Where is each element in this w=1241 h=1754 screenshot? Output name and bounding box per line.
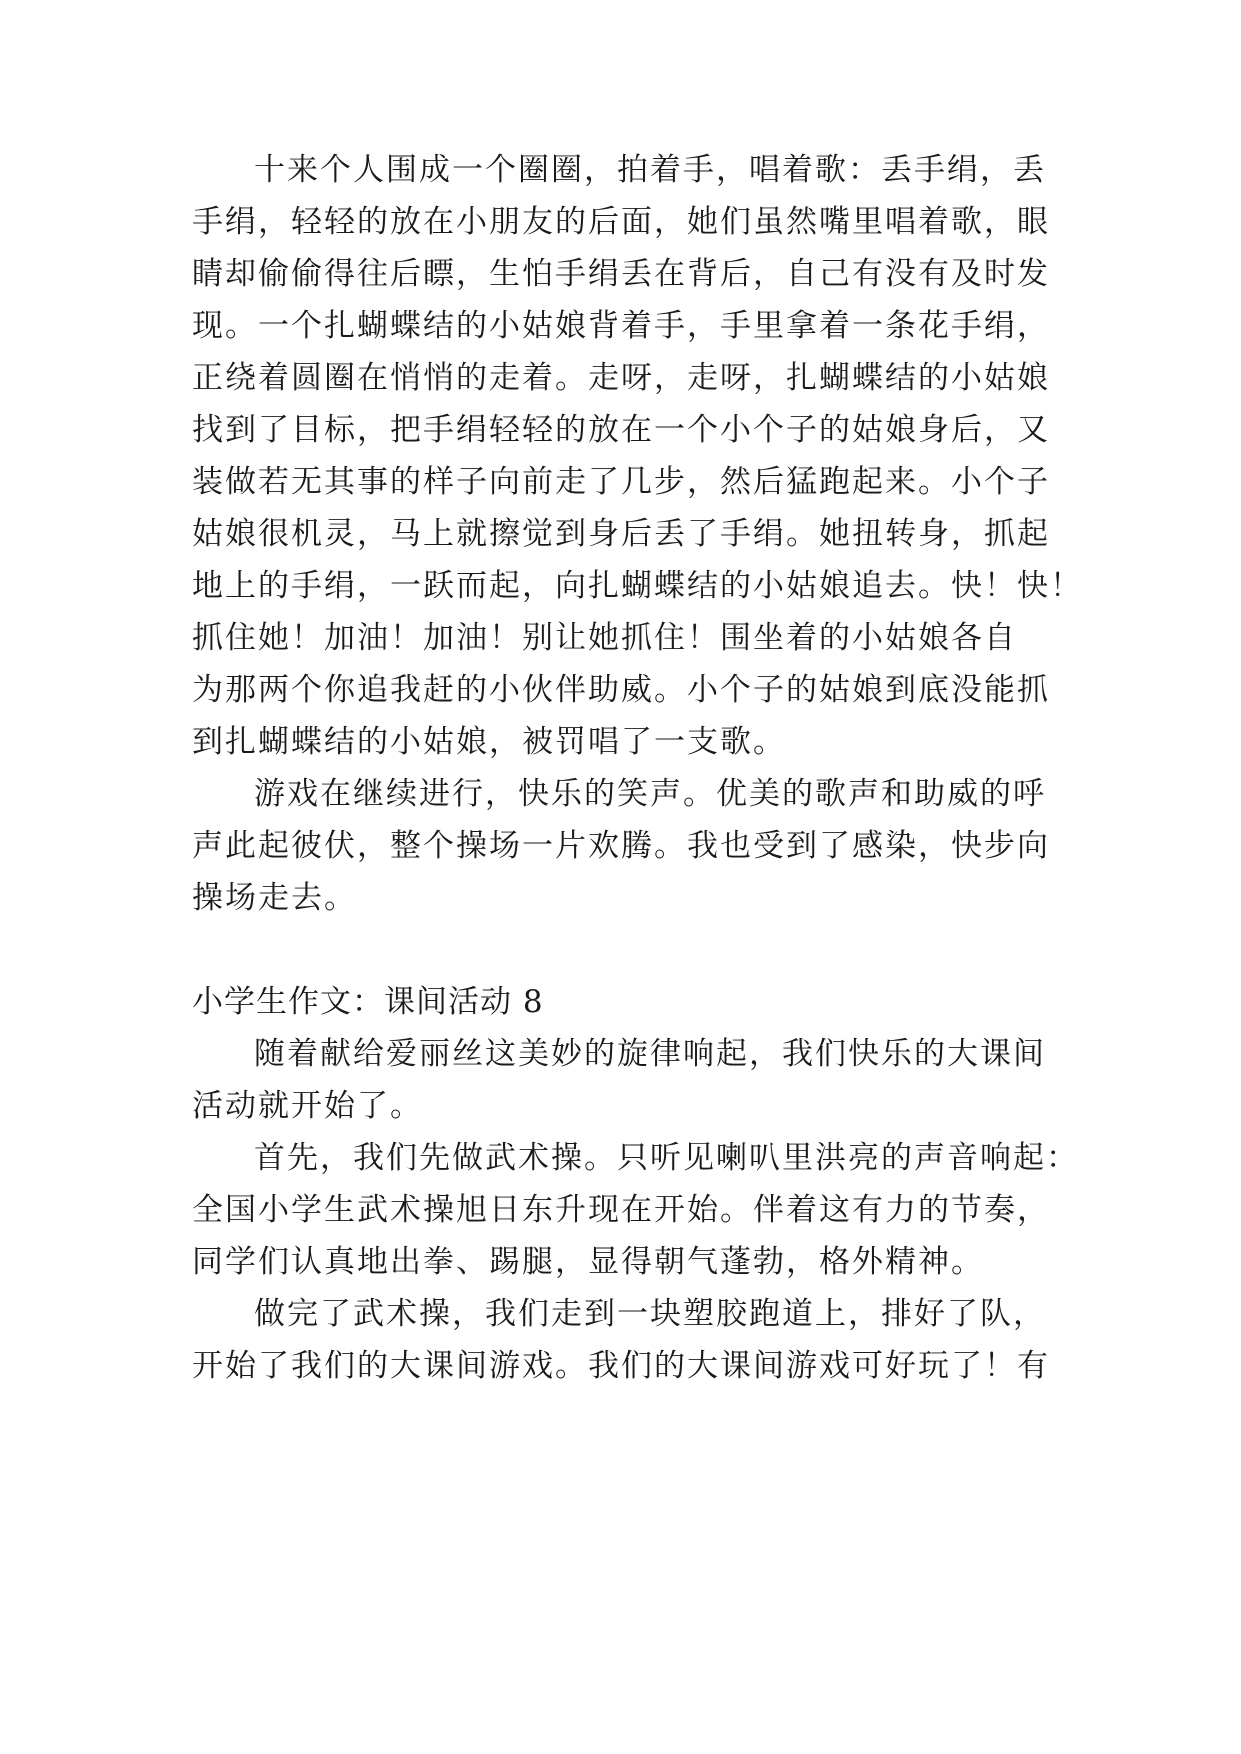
paragraph-line: 姑娘很机灵，马上就擦觉到身后丢了手绢。她扭转身，抓起: [192, 516, 1050, 552]
paragraph-line: 手绢，轻轻的放在小朋友的后面，她们虽然嘴里唱着歌，眼: [192, 204, 1050, 240]
paragraph-line: 同学们认真地出拳、踢腿，显得朝气蓬勃，格外精神。: [192, 1244, 984, 1280]
paragraph-line: 地上的手绢，一跃而起，向扎蝴蝶结的小姑娘追去。快！快！: [192, 568, 1083, 604]
section-title: 小学生作文：课间活动 8: [192, 984, 544, 1020]
paragraph-line: 装做若无其事的样子向前走了几步，然后猛跑起来。小个子: [192, 464, 1050, 500]
paragraph-line: 十来个人围成一个圈圈，拍着手，唱着歌：丢手绢，丢: [254, 152, 1046, 188]
paragraph-line: 操场走去。: [192, 880, 357, 916]
paragraph-line: 全国小学生武术操旭日东升现在开始。伴着这有力的节奏，: [192, 1192, 1050, 1228]
paragraph-line: 找到了目标，把手绢轻轻的放在一个小个子的姑娘身后，又: [192, 412, 1050, 448]
paragraph-line: 睛却偷偷得往后瞟，生怕手绢丢在背后，自己有没有及时发: [192, 256, 1050, 292]
paragraph-line: 为那两个你追我赶的小伙伴助威。小个子的姑娘到底没能抓: [192, 672, 1050, 708]
paragraph-line: 声此起彼伏，整个操场一片欢腾。我也受到了感染，快步向: [192, 828, 1050, 864]
paragraph-line: 首先，我们先做武术操。只听见喇叭里洪亮的声音响起：: [254, 1140, 1079, 1176]
paragraph-line: 现。一个扎蝴蝶结的小姑娘背着手，手里拿着一条花手绢，: [192, 308, 1050, 344]
paragraph-line: 正绕着圆圈在悄悄的走着。走呀，走呀，扎蝴蝶结的小姑娘: [192, 360, 1050, 396]
paragraph-line: 随着献给爱丽丝这美妙的旋律响起，我们快乐的大课间: [254, 1036, 1046, 1072]
paragraph-line: 到扎蝴蝶结的小姑娘，被罚唱了一支歌。: [192, 724, 786, 760]
paragraph-line: 开始了我们的大课间游戏。我们的大课间游戏可好玩了！有: [192, 1348, 1050, 1384]
paragraph-line: 活动就开始了。: [192, 1088, 423, 1124]
paragraph-line: 游戏在继续进行，快乐的笑声。优美的歌声和助威的呼: [254, 776, 1046, 812]
paragraph-line: 做完了武术操，我们走到一块塑胶跑道上，排好了队，: [254, 1296, 1046, 1332]
paragraph-line: 抓住她！加油！加油！别让她抓住！围坐着的小姑娘各自: [192, 620, 1017, 656]
